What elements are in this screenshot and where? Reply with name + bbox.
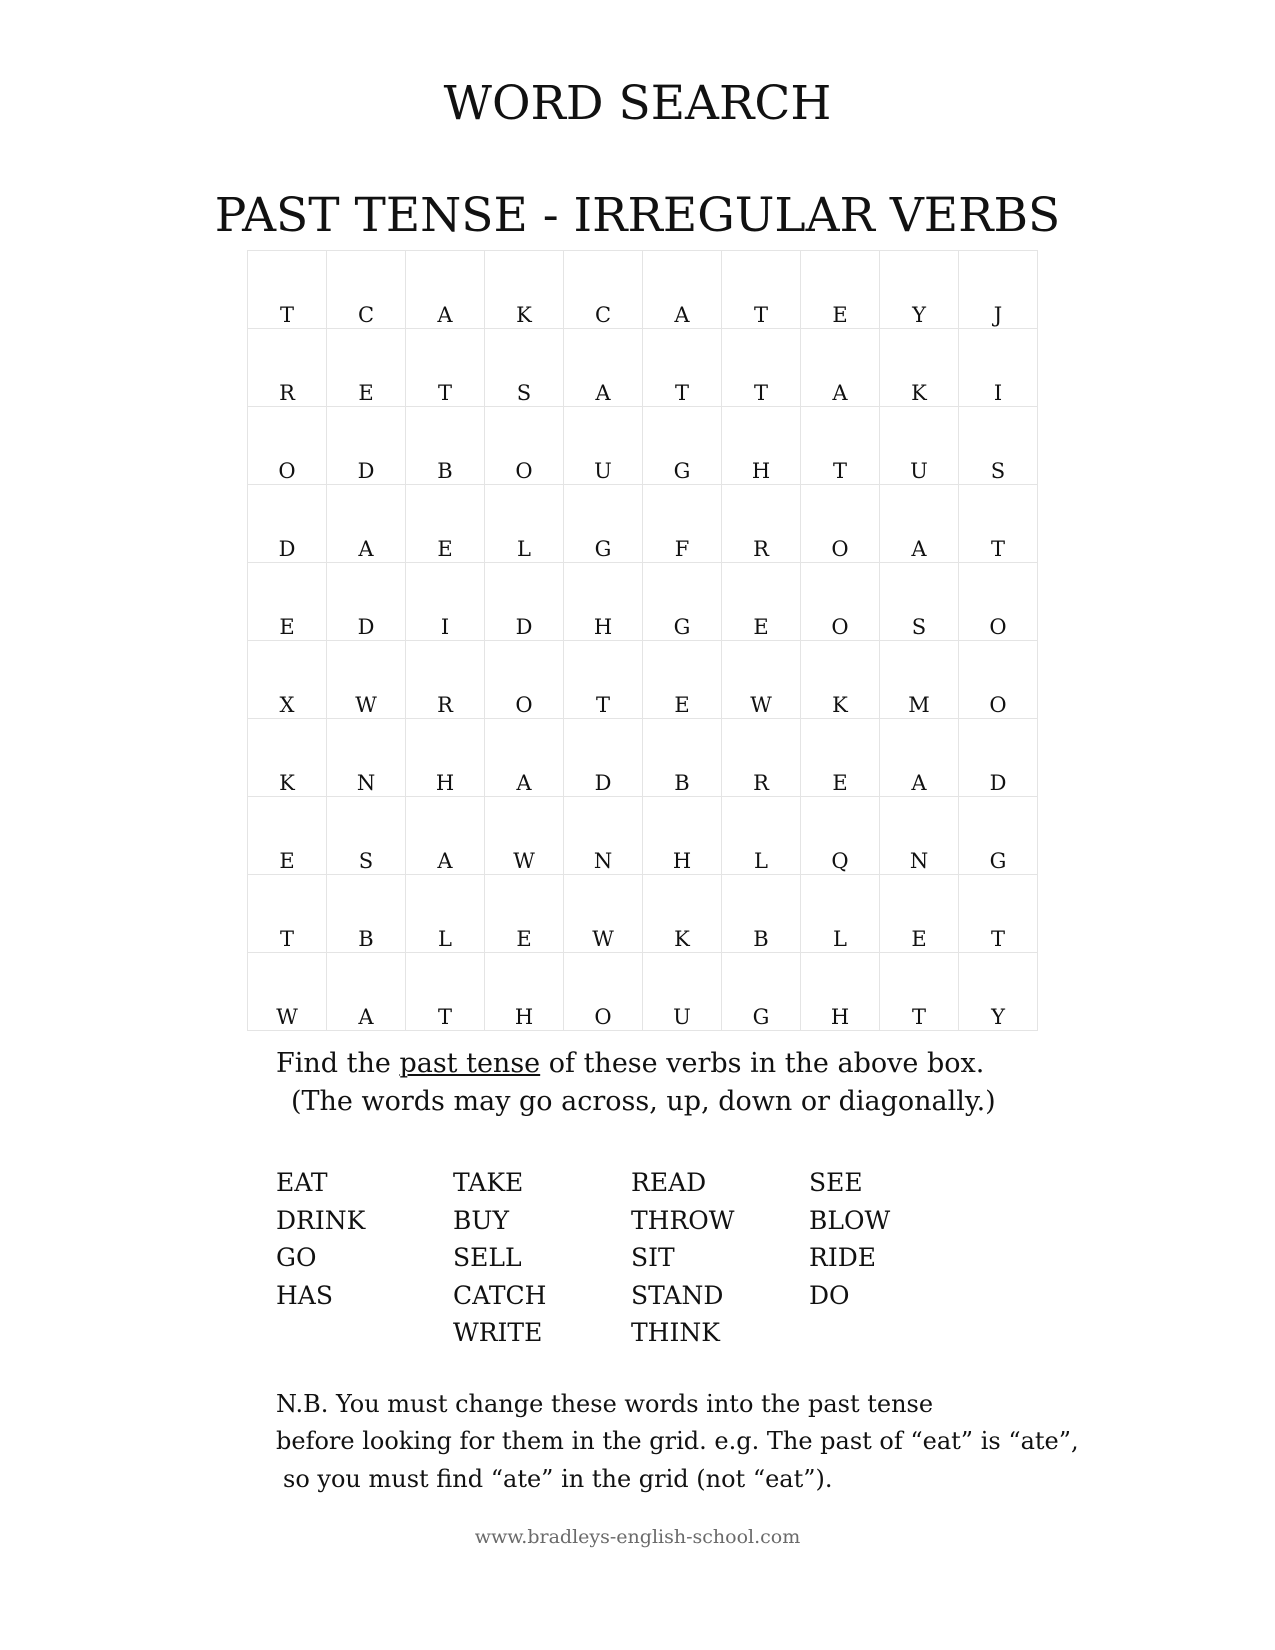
grid-cell: G (643, 563, 722, 641)
grid-cell: O (959, 563, 1038, 641)
grid-row (248, 407, 1038, 485)
grid-cell: B (722, 875, 801, 953)
grid-cell: T (248, 251, 327, 329)
grid-cell: N (880, 797, 959, 875)
grid-cell: O (248, 407, 327, 485)
grid-cell: I (406, 563, 485, 641)
word-list-item: DO (809, 1280, 850, 1310)
grid-cell: O (564, 953, 643, 1031)
grid-cell: E (801, 719, 880, 797)
grid-cell: T (406, 953, 485, 1031)
word-list-item: BLOW (809, 1205, 891, 1235)
grid-cell: Q (801, 797, 880, 875)
grid-cell: X (248, 641, 327, 719)
word-list-column-4 (809, 1164, 890, 1314)
note-line-3: so you must find “ate” in the grid (not “eat”). (283, 1465, 833, 1493)
grid-cell: E (880, 875, 959, 953)
word-list-item: DRINK (276, 1205, 366, 1235)
grid-cell: E (248, 797, 327, 875)
grid-cell: B (643, 719, 722, 797)
word-list-item: BUY (453, 1205, 509, 1235)
grid-cell: E (722, 563, 801, 641)
word-list-item: SELL (453, 1243, 522, 1272)
grid-cell: C (564, 251, 643, 329)
note-line-2: before looking for them in the grid. e.g. The past of “eat” is “ate”, (276, 1427, 1079, 1455)
grid-cell: L (406, 875, 485, 953)
grid-cell: A (327, 953, 406, 1031)
word-list-item: WRITE (453, 1318, 543, 1347)
grid-cell: G (959, 797, 1038, 875)
grid-cell: R (722, 485, 801, 563)
word-list-item: THROW (631, 1205, 735, 1235)
grid-cell: E (248, 563, 327, 641)
grid-cell: A (406, 251, 485, 329)
page-subtitle: PAST TENSE - IRREGULAR VERBS (214, 188, 1061, 243)
grid-cell: A (801, 329, 880, 407)
word-list-item: READ (631, 1168, 707, 1197)
word-list-item: CATCH (453, 1280, 547, 1310)
grid-cell: W (564, 875, 643, 953)
instructions-text-post: of these verbs in the above box. (540, 1048, 985, 1079)
grid-cell: A (485, 719, 564, 797)
grid-cell: D (564, 719, 643, 797)
grid-cell: A (643, 251, 722, 329)
word-list-item: STAND (631, 1280, 724, 1310)
grid-cell: T (722, 251, 801, 329)
grid-cell: G (722, 953, 801, 1031)
grid-cell: H (801, 953, 880, 1031)
grid-cell: T (801, 407, 880, 485)
grid-cell: D (485, 563, 564, 641)
grid-cell: S (959, 407, 1038, 485)
instructions-line-2: (The words may go across, up, down or diagonally.) (291, 1086, 996, 1117)
grid-cell: D (248, 485, 327, 563)
grid-row (248, 485, 1038, 563)
grid-cell: U (564, 407, 643, 485)
grid-cell: B (327, 875, 406, 953)
grid-cell: H (643, 797, 722, 875)
grid-cell: K (643, 875, 722, 953)
grid-cell: O (801, 485, 880, 563)
grid-cell: B (406, 407, 485, 485)
grid-row (248, 641, 1038, 719)
word-search-grid (247, 250, 1038, 1031)
grid-cell: W (327, 641, 406, 719)
instructions-text-pre: Find the (276, 1048, 400, 1079)
grid-cell: Y (880, 251, 959, 329)
grid-cell: H (485, 953, 564, 1031)
word-list-column-3 (631, 1164, 735, 1352)
grid-cell: O (801, 563, 880, 641)
grid-cell: L (722, 797, 801, 875)
grid-cell: A (564, 329, 643, 407)
grid-row (248, 329, 1038, 407)
word-list-column-2 (453, 1164, 546, 1352)
grid-cell: H (564, 563, 643, 641)
grid-cell: Y (959, 953, 1038, 1031)
grid-cell: R (406, 641, 485, 719)
grid-cell: H (406, 719, 485, 797)
grid-cell: T (959, 485, 1038, 563)
grid-cell: T (564, 641, 643, 719)
word-list-item: EAT (276, 1168, 328, 1197)
grid-cell: C (327, 251, 406, 329)
grid-cell: R (248, 329, 327, 407)
grid-cell: D (959, 719, 1038, 797)
word-list-column-1 (276, 1164, 365, 1314)
grid-cell: K (485, 251, 564, 329)
grid-cell: T (959, 875, 1038, 953)
word-list-item: GO (276, 1243, 317, 1272)
grid-cell: A (406, 797, 485, 875)
grid-cell: O (485, 641, 564, 719)
grid-cell: U (880, 407, 959, 485)
grid-row (248, 719, 1038, 797)
grid-row (248, 953, 1038, 1031)
grid-row (248, 875, 1038, 953)
grid-cell: A (327, 485, 406, 563)
grid-cell: K (801, 641, 880, 719)
grid-cell: S (485, 329, 564, 407)
grid-cell: S (880, 563, 959, 641)
word-list-item: THINK (631, 1318, 720, 1347)
grid-cell: N (327, 719, 406, 797)
word-list-item: SIT (631, 1243, 675, 1272)
grid-cell: A (880, 485, 959, 563)
word-list-item: HAS (276, 1280, 333, 1310)
grid-cell: L (485, 485, 564, 563)
grid-cell: K (880, 329, 959, 407)
instructions-underlined-text: past tense (399, 1048, 541, 1079)
grid-row (248, 563, 1038, 641)
grid-cell: D (327, 407, 406, 485)
grid-cell: W (248, 953, 327, 1031)
note-line-1: N.B. You must change these words into the past tense (276, 1390, 934, 1418)
grid-cell: N (564, 797, 643, 875)
word-list-item: TAKE (453, 1168, 524, 1197)
grid-cell: U (643, 953, 722, 1031)
grid-cell: T (722, 329, 801, 407)
grid-cell: A (880, 719, 959, 797)
word-list-item: SEE (809, 1168, 863, 1197)
grid-cell: G (643, 407, 722, 485)
footer-website: www.bradleys-english-school.com (474, 1526, 801, 1548)
grid-cell: H (722, 407, 801, 485)
grid-cell: T (880, 953, 959, 1031)
grid-cell: E (643, 641, 722, 719)
grid-cell: T (643, 329, 722, 407)
grid-cell: O (959, 641, 1038, 719)
grid-cell: E (801, 251, 880, 329)
grid-cell: J (959, 251, 1038, 329)
grid-cell: W (722, 641, 801, 719)
page-title: WORD SEARCH (443, 76, 832, 131)
grid-cell: M (880, 641, 959, 719)
grid-cell: T (248, 875, 327, 953)
grid-row (248, 251, 1038, 329)
grid-cell: R (722, 719, 801, 797)
grid-row (248, 797, 1038, 875)
grid-cell: S (327, 797, 406, 875)
word-list-item: RIDE (809, 1243, 876, 1272)
grid-cell: D (327, 563, 406, 641)
grid-cell: O (485, 407, 564, 485)
grid-cell: L (801, 875, 880, 953)
grid-cell: I (959, 329, 1038, 407)
grid-cell: E (406, 485, 485, 563)
grid-cell: E (485, 875, 564, 953)
instructions-line-1 (276, 1050, 984, 1077)
grid-cell: W (485, 797, 564, 875)
grid-cell: G (564, 485, 643, 563)
grid-cell: K (248, 719, 327, 797)
grid-cell: F (643, 485, 722, 563)
grid-cell: T (406, 329, 485, 407)
grid-cell: E (327, 329, 406, 407)
